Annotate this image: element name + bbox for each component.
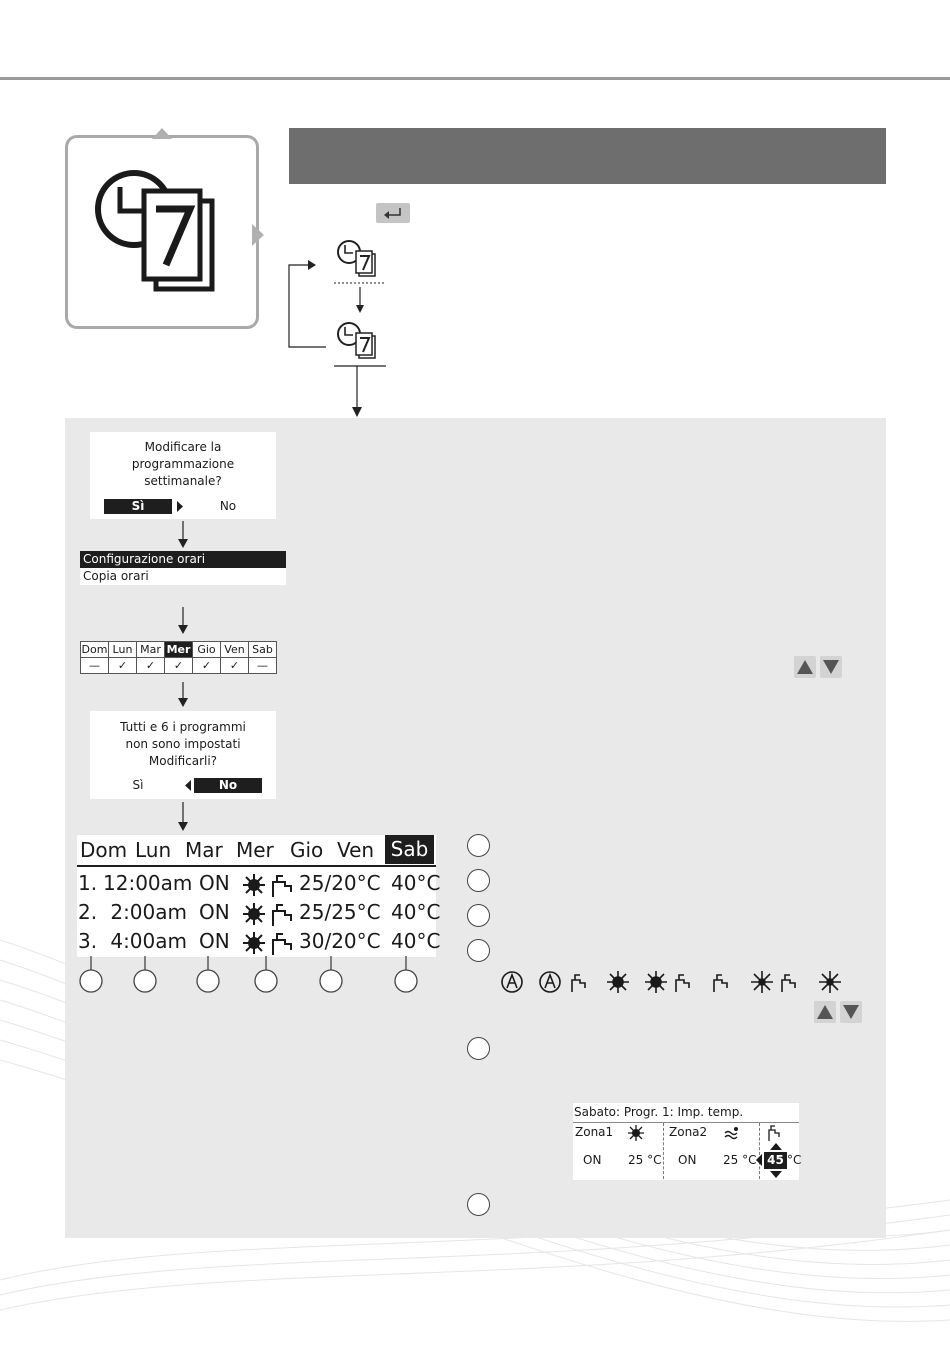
dialog1-line-3: settimanale? xyxy=(144,474,222,488)
sched-day-dom[interactable]: Dom xyxy=(80,838,128,862)
dialog1-yes-button[interactable]: Sì xyxy=(104,499,172,514)
callout-circle-6 xyxy=(395,970,417,992)
row2-number: 2. xyxy=(78,900,98,924)
weekly-timer-icon xyxy=(92,165,222,295)
flow-arrow-4 xyxy=(176,800,190,832)
heat-tank-mode-icon xyxy=(645,971,689,993)
zone1-label: Zona1 xyxy=(575,1125,614,1139)
day-selection-grid xyxy=(80,641,277,674)
menu-item-configurazione-orari[interactable]: Configurazione orari xyxy=(80,551,286,568)
mark-gio: ✓ xyxy=(193,658,221,674)
down-caret-icon-mini xyxy=(769,1170,783,1179)
enter-key[interactable] xyxy=(376,203,410,223)
row2-time[interactable]: 2:00am xyxy=(110,900,187,924)
step-circle-3 xyxy=(467,904,490,927)
dialog2-line-1: Tutti e 6 i programmi xyxy=(120,720,246,734)
left-caret-icon xyxy=(184,779,192,792)
dialog2-line-2: non sono impostati xyxy=(125,737,241,751)
row3-temp-setpoint[interactable]: 30/20°C xyxy=(299,929,381,953)
zone1-temp[interactable]: 25 °C xyxy=(628,1153,662,1167)
right-caret-icon xyxy=(176,500,184,513)
flow-arrow-2 xyxy=(176,605,190,635)
row2-state[interactable]: ON xyxy=(199,900,230,924)
day-gio[interactable]: Gio xyxy=(193,642,221,658)
day-lun[interactable]: Lun xyxy=(109,642,137,658)
zone2-state[interactable]: ON xyxy=(678,1153,697,1167)
timer-icon-small-2 xyxy=(338,323,375,358)
day-sab[interactable]: Sab xyxy=(249,642,277,658)
dialog2-line-3: Modificarli? xyxy=(148,754,218,768)
row1-time[interactable]: 12:00am xyxy=(103,871,193,895)
left-caret-icon-mini xyxy=(755,1153,763,1167)
tank-temp-value[interactable]: 45 xyxy=(764,1152,787,1169)
sched-day-ven[interactable]: Ven xyxy=(337,838,375,862)
dialog1-line-2: programmazione xyxy=(131,457,235,471)
heat-icon xyxy=(628,1125,644,1141)
sched-day-mer[interactable]: Mer xyxy=(236,838,274,862)
mark-dom: — xyxy=(81,658,109,674)
tank-mode-icon xyxy=(714,975,727,992)
row3-heat-and-tap-icon xyxy=(243,931,295,957)
section-header-bar xyxy=(289,128,886,184)
day-dom[interactable]: Dom xyxy=(81,643,108,656)
callout-circle-4 xyxy=(255,970,277,992)
dialog2-no-button[interactable]: No xyxy=(194,778,262,793)
schedule-callouts xyxy=(76,956,436,996)
callout-circle-2 xyxy=(134,970,156,992)
pool-icon xyxy=(723,1125,741,1141)
row2-temp-setpoint[interactable]: 25/25°C xyxy=(299,900,381,924)
up-arrow-icon xyxy=(150,126,174,140)
step-circle-5 xyxy=(467,1037,490,1060)
row1-tank-temp[interactable]: 40°C xyxy=(391,871,441,895)
row3-state[interactable]: ON xyxy=(199,929,230,953)
flow-arrow-1 xyxy=(176,519,190,549)
up-caret-icon-mini xyxy=(769,1142,783,1151)
row3-number: 3. xyxy=(78,929,98,953)
up-down-keys-2 xyxy=(814,1001,864,1025)
auto-mode-icon xyxy=(502,972,522,992)
schedule-menu xyxy=(80,551,286,585)
modify-schedule-dialog xyxy=(90,432,276,519)
zone2-temp[interactable]: 25 °C xyxy=(723,1153,757,1167)
menu-item-copia-orari[interactable]: Copia orari xyxy=(80,568,286,585)
row1-heat-and-tap-icon xyxy=(243,873,295,899)
auto-tank-mode-icon xyxy=(540,972,585,992)
sched-header-line xyxy=(77,865,436,867)
flow-arrow-3 xyxy=(176,680,190,708)
step-circle-6 xyxy=(467,1193,490,1216)
sched-day-gio[interactable]: Gio xyxy=(290,838,324,862)
cool-mode-icon xyxy=(819,971,841,993)
sched-day-sab[interactable]: Sab xyxy=(385,835,434,864)
programs-not-set-dialog xyxy=(90,711,276,799)
right-arrow-icon xyxy=(250,222,266,248)
menu-flow-diagram xyxy=(286,235,396,425)
mini-title: Sabato: Progr. 1: Imp. temp. xyxy=(574,1105,744,1119)
row3-tank-temp[interactable]: 40°C xyxy=(391,929,441,953)
row1-temp-setpoint[interactable]: 25/20°C xyxy=(299,871,381,895)
mark-lun: ✓ xyxy=(109,658,137,674)
temperature-setting-screen xyxy=(573,1103,802,1180)
mark-sab: — xyxy=(249,658,277,674)
callout-circle-1 xyxy=(80,970,102,992)
heat-mode-icon xyxy=(607,971,629,993)
day-mer[interactable]: Mer xyxy=(165,642,193,658)
timer-icon-small-1 xyxy=(338,241,375,276)
sched-day-lun[interactable]: Lun xyxy=(135,838,172,862)
tank-temp-unit: °C xyxy=(787,1153,802,1167)
step-circle-1 xyxy=(467,834,490,857)
step-circle-2 xyxy=(467,869,490,892)
callout-circle-5 xyxy=(320,970,342,992)
day-mar[interactable]: Mar xyxy=(137,642,165,658)
enter-icon xyxy=(376,203,410,223)
weekly-schedule-screen xyxy=(77,835,441,957)
cool-tank-mode-icon xyxy=(751,971,795,993)
step-circle-4 xyxy=(467,939,490,962)
operation-mode-icons xyxy=(498,968,848,996)
zone-divider-2 xyxy=(759,1123,760,1179)
zone2-label: Zona2 xyxy=(669,1125,708,1139)
row1-number: 1. xyxy=(78,871,98,895)
up-down-keys-1 xyxy=(794,656,844,680)
mark-mar: ✓ xyxy=(137,658,165,674)
row2-tank-temp[interactable]: 40°C xyxy=(391,900,441,924)
sched-day-mar[interactable]: Mar xyxy=(185,838,223,862)
dialog1-line-1: Modificare la xyxy=(144,440,222,454)
callout-circle-3 xyxy=(197,970,219,992)
zone1-state[interactable]: ON xyxy=(583,1153,602,1167)
zone-divider-1 xyxy=(663,1123,664,1179)
tank-icon xyxy=(767,1123,783,1141)
dialog1-no-button[interactable]: No xyxy=(219,499,237,513)
top-divider xyxy=(0,77,950,80)
mark-ven: ✓ xyxy=(221,658,249,674)
row2-heat-and-tap-icon xyxy=(243,902,295,928)
day-ven[interactable]: Ven xyxy=(221,642,249,658)
row3-time[interactable]: 4:00am xyxy=(110,929,187,953)
mark-mer: ✓ xyxy=(165,658,193,674)
mini-title-divider xyxy=(573,1122,799,1123)
dialog2-yes-button[interactable]: Sì xyxy=(132,778,144,792)
row1-state[interactable]: ON xyxy=(199,871,230,895)
